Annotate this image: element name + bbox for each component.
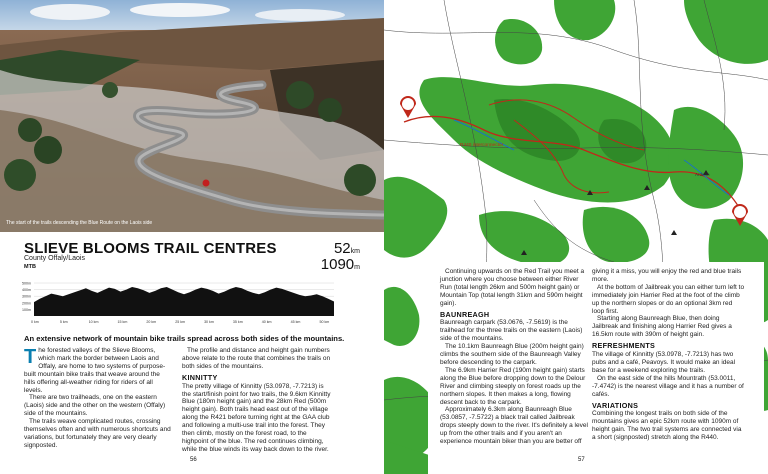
elevation-unit: m (354, 264, 360, 271)
x-tick-label: 20 km (146, 320, 157, 324)
drop-cap: T (24, 346, 37, 368)
trail-photo-image (0, 0, 384, 232)
elevation-area (34, 287, 334, 316)
x-tick-label: 40 km (261, 320, 272, 324)
jailbreak-paragraph: Approximately 6.3km along Baunreagh Blue (53.0857, -7.5722) a black trail called Jailbreak drops steeply down to the river. It's definitely a level up from the other trails and if you aren't an experience mountain biker than you are better off (440, 406, 588, 446)
right-text-column-2 (592, 268, 746, 442)
x-tick-label: 10 km (88, 320, 99, 324)
trail-activity: MTB (24, 264, 36, 270)
mountrath-paragraph: On the east side of the hills Mountrath (53.0011, -7.4742) is the nearest village and it has a number of cafés. (592, 374, 744, 398)
distance-stat (334, 240, 360, 257)
y-tick-label: 100m (22, 307, 31, 312)
x-tick-label: 45 km (290, 320, 301, 324)
x-tick-label: 0 km (31, 320, 39, 324)
x-tick-label: 50 km (319, 320, 330, 324)
distance-unit: km (350, 248, 360, 255)
kinnitty-heading: KINNITTY (182, 372, 218, 382)
y-tick-label: 500m (22, 281, 31, 286)
left-text-column-2 (182, 347, 334, 454)
x-tick-label: 30 km (204, 320, 214, 324)
jailbreak-continued-paragraph: giving it a miss, you will enjoy the red and blue trails more. (592, 268, 742, 283)
x-tick-label: 15 km (117, 320, 128, 324)
elevation-profile-chart (22, 280, 342, 330)
y-tick-label: 400m (22, 288, 31, 293)
y-tick-label: 200m (22, 301, 31, 306)
combined-route-paragraph: Starting along Baunreagh Blue, then doing Jailbreak and finishing along Harrier Red gives a 16.5km route with 390m of height gain. (592, 315, 732, 339)
baunreagh-carpark-paragraph: Baunreagh carpark (53.0676, -7.5619) is the trailhead for the three trails on the eastern (Laois) side of the mountains. (440, 319, 583, 343)
signposting-paragraph: The trails weave complicated routes, crossing themselves often and with numerous shortcuts and variations, but fortunately they are very clearly signposted. (24, 418, 171, 449)
y-tick-label: 300m (22, 294, 31, 299)
elevation-value: 1090 (320, 256, 355, 273)
photo-caption: The start of the trails descending the Blue Route on the Laois side (6, 220, 153, 226)
x-tick-label: 5 km (59, 320, 68, 324)
baunreagh-heading: BAUNREAGH (440, 309, 490, 319)
harrier-red-paragraph: The 6.9km Harrier Red (190m height gain) starts along the Blue before dropping down to the Delour River and climbing steeply on forest roads up the northern slopes. It then makes a long, flowing descent back to the carpark. (440, 366, 586, 406)
trailheads-paragraph: There are two trailheads, one on the eastern (Laois) side and the other on the western (Offaly) side of the mountains. (24, 394, 166, 418)
intro-heading: An extensive network of mountain bike trails spread across both sides of the mountains. (24, 334, 345, 343)
variations-paragraph: Combining the longest trails on both side of the mountains gives an epic 52km route with 1090m of height gain. The two trail systems are connected via a short (signposted) stretch along the R440. (592, 410, 742, 442)
x-tick-label: 25 km (175, 320, 186, 324)
trail-location: County Offaly/Laois (24, 255, 85, 262)
page-number-right: 57 (578, 457, 585, 463)
baunreagh-blue-paragraph: The 10.1km Baunreagh Blue (200m height gain) climbs the southern side of the Baunreagh Valley before descending to the carpark. (440, 343, 584, 366)
left-text-column-1 (24, 347, 172, 450)
red-trail-paragraph: Continuing upwards on the Red Trail you meet a junction where you choose between either River Run (total length 26km and 500m height gain) or Mountain Top (total length 31km and 590m height gain). (440, 268, 585, 307)
page-title: SLIEVE BLOOMS TRAIL CENTRES (24, 240, 277, 257)
title-block (24, 240, 360, 280)
kinnitty-paragraph: The pretty village of Kinnitty (53.0978, -7.7213) is the start/finish point for two trails, the 9.6km Kinnitty Blue (180m height gain) and the 28km Red (500m height gain). Both trails head east out of the village along the R421 before turning right at the GAA club and following a multi-use trail into the forest. They then climb, mostly on the forest road, to the highpoint of the blue. The red continues climbing, while the blue winds its way back down to the river. (182, 382, 331, 453)
jailbreak-bottom-paragraph: At the bottom of Jailbreak you can either turn left to immediately join Harrier Red at the foot of the climb up the northern slopes or do an optional 3km red loop first. (592, 283, 745, 315)
elevation-stat (321, 256, 360, 273)
elevation-profile (22, 280, 342, 330)
map-label-interconnector: R440 interconnector (460, 143, 504, 148)
refreshments-heading: REFRESHMENTS (592, 341, 656, 351)
right-text-column-1 (440, 268, 590, 446)
x-tick-label: 35 km (232, 320, 243, 324)
map-label-summit: Arderin (695, 172, 710, 177)
trail-photo (0, 0, 384, 232)
profile-note-paragraph: The profile and distance and height gain numbers above relate to the route that combines the trails on both sides of the mountains. (182, 347, 331, 370)
distance-value: 52 (333, 240, 351, 257)
intro-paragraph: he forested valleys of the Slieve Blooms, which mark the border between Laois and Offaly, are home to two systems of purpose-built mountain bike trails that weave around the hills offering all-weather riding for riders of all levels. (24, 347, 166, 394)
kinnitty-refreshments-paragraph: The village of Kinnitty (53.0978, -7.7213) has two pubs and a café, Peavoys. It would make an ideal base for a weekend exploring the trails. (592, 351, 736, 374)
page-number-left: 56 (190, 457, 197, 463)
variations-heading: VARIATIONS (592, 400, 639, 410)
